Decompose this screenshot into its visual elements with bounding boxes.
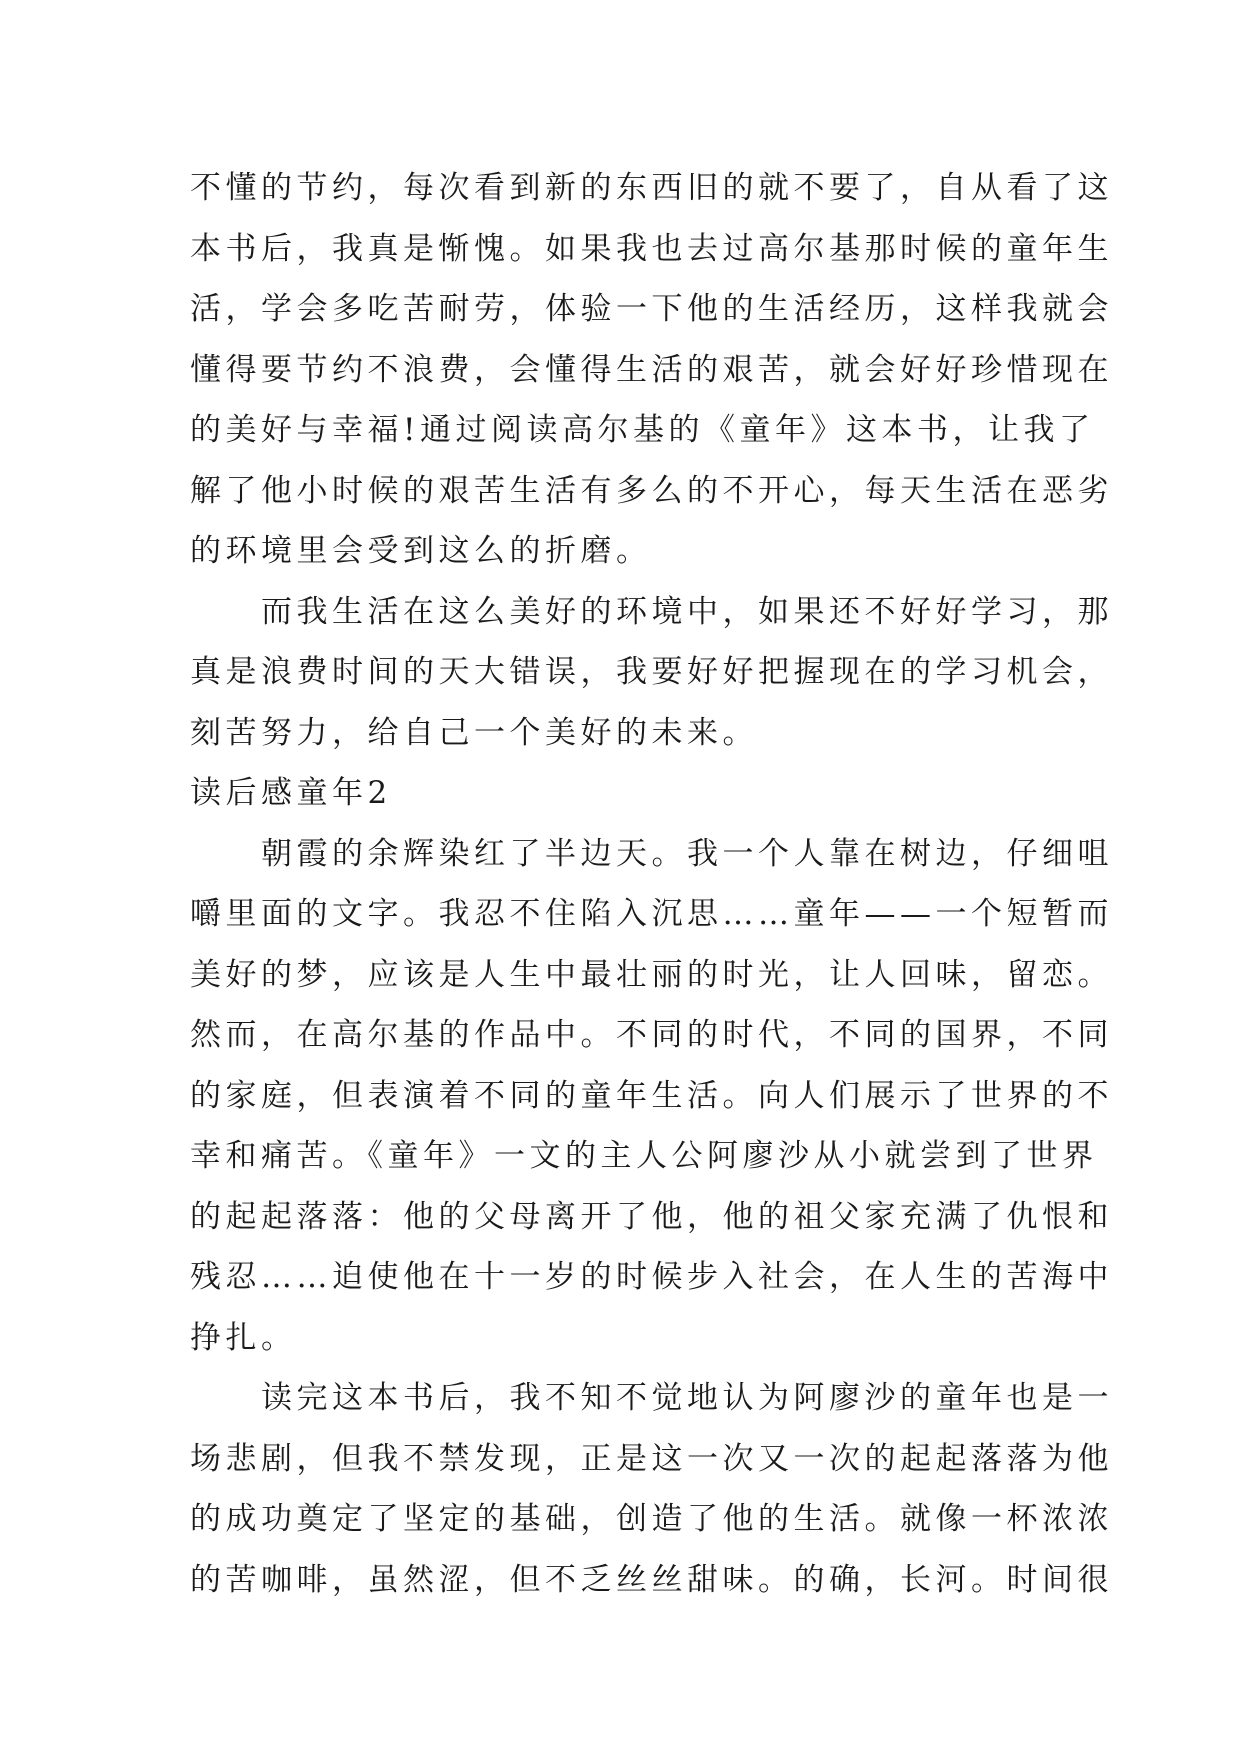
text-line: 的家庭，但表演着不同的童年生活。向人们展示了世界的不 [190, 1077, 1113, 1114]
paragraph-start-line: 朝霞的余辉染红了半边天。我一个人靠在树边，仔细咀 [190, 835, 1113, 872]
text-line: 残忍……迫使他在十一岁的时候步入社会，在人生的苦海中 [190, 1259, 1113, 1295]
text-line: 的成功奠定了坚定的基础，创造了他的生活。就像一杯浓浓 [190, 1501, 1113, 1537]
text-line: 美好的梦，应该是人生中最壮丽的时光，让人回味，留恋。 [190, 956, 1113, 993]
text-line: 的美好与幸福!通过阅读高尔基的《童年》这本书，让我了 [190, 412, 1095, 448]
text-line: 挣扎。 [190, 1319, 297, 1356]
text-line: 活，学会多吃苦耐劳，体验一下他的生活经历，这样我就会 [190, 291, 1113, 327]
text-line: 懂得要节约不浪费，会懂得生活的艰苦，就会好好珍惜现在 [190, 351, 1113, 388]
section-heading: 读后感童年2 [190, 775, 392, 811]
body-text [190, 158, 1113, 1610]
paragraph-start-line: 而我生活在这么美好的环境中，如果还不好好学习，那 [190, 593, 1113, 630]
text-line: 的起起落落：他的父母离开了他，他的祖父家充满了仇恨和 [190, 1198, 1113, 1235]
text-line: 的苦咖啡，虽然涩，但不乏丝丝甜味。的确，长河。时间很 [190, 1561, 1113, 1598]
paragraph-start-line: 读完这本书后，我不知不觉地认为阿廖沙的童年也是一 [190, 1380, 1113, 1416]
text-line: 的环境里会受到这么的折磨。 [190, 533, 652, 569]
text-line: 不懂的节约，每次看到新的东西旧的就不要了，自从看了这 [190, 170, 1113, 206]
text-line: 真是浪费时间的天大错误，我要好好把握现在的学习机会， [190, 654, 1113, 690]
text-line: 场悲剧，但我不禁发现，正是这一次又一次的起起落落为他 [190, 1440, 1113, 1477]
text-line: 然而，在高尔基的作品中。不同的时代，不同的国界，不同 [190, 1017, 1113, 1053]
text-line: 幸和痛苦。《童年》一文的主人公阿廖沙从小就尝到了世界 [190, 1138, 1098, 1174]
text-line: 本书后，我真是惭愧。如果我也去过高尔基那时候的童年生 [190, 230, 1113, 267]
text-line: 刻苦努力，给自己一个美好的未来。 [190, 714, 758, 751]
text-line: 嚼里面的文字。我忍不住陷入沉思……童年——一个短暂而 [190, 896, 1113, 932]
text-line: 解了他小时候的艰苦生活有多么的不开心，每天生活在恶劣 [190, 472, 1113, 509]
